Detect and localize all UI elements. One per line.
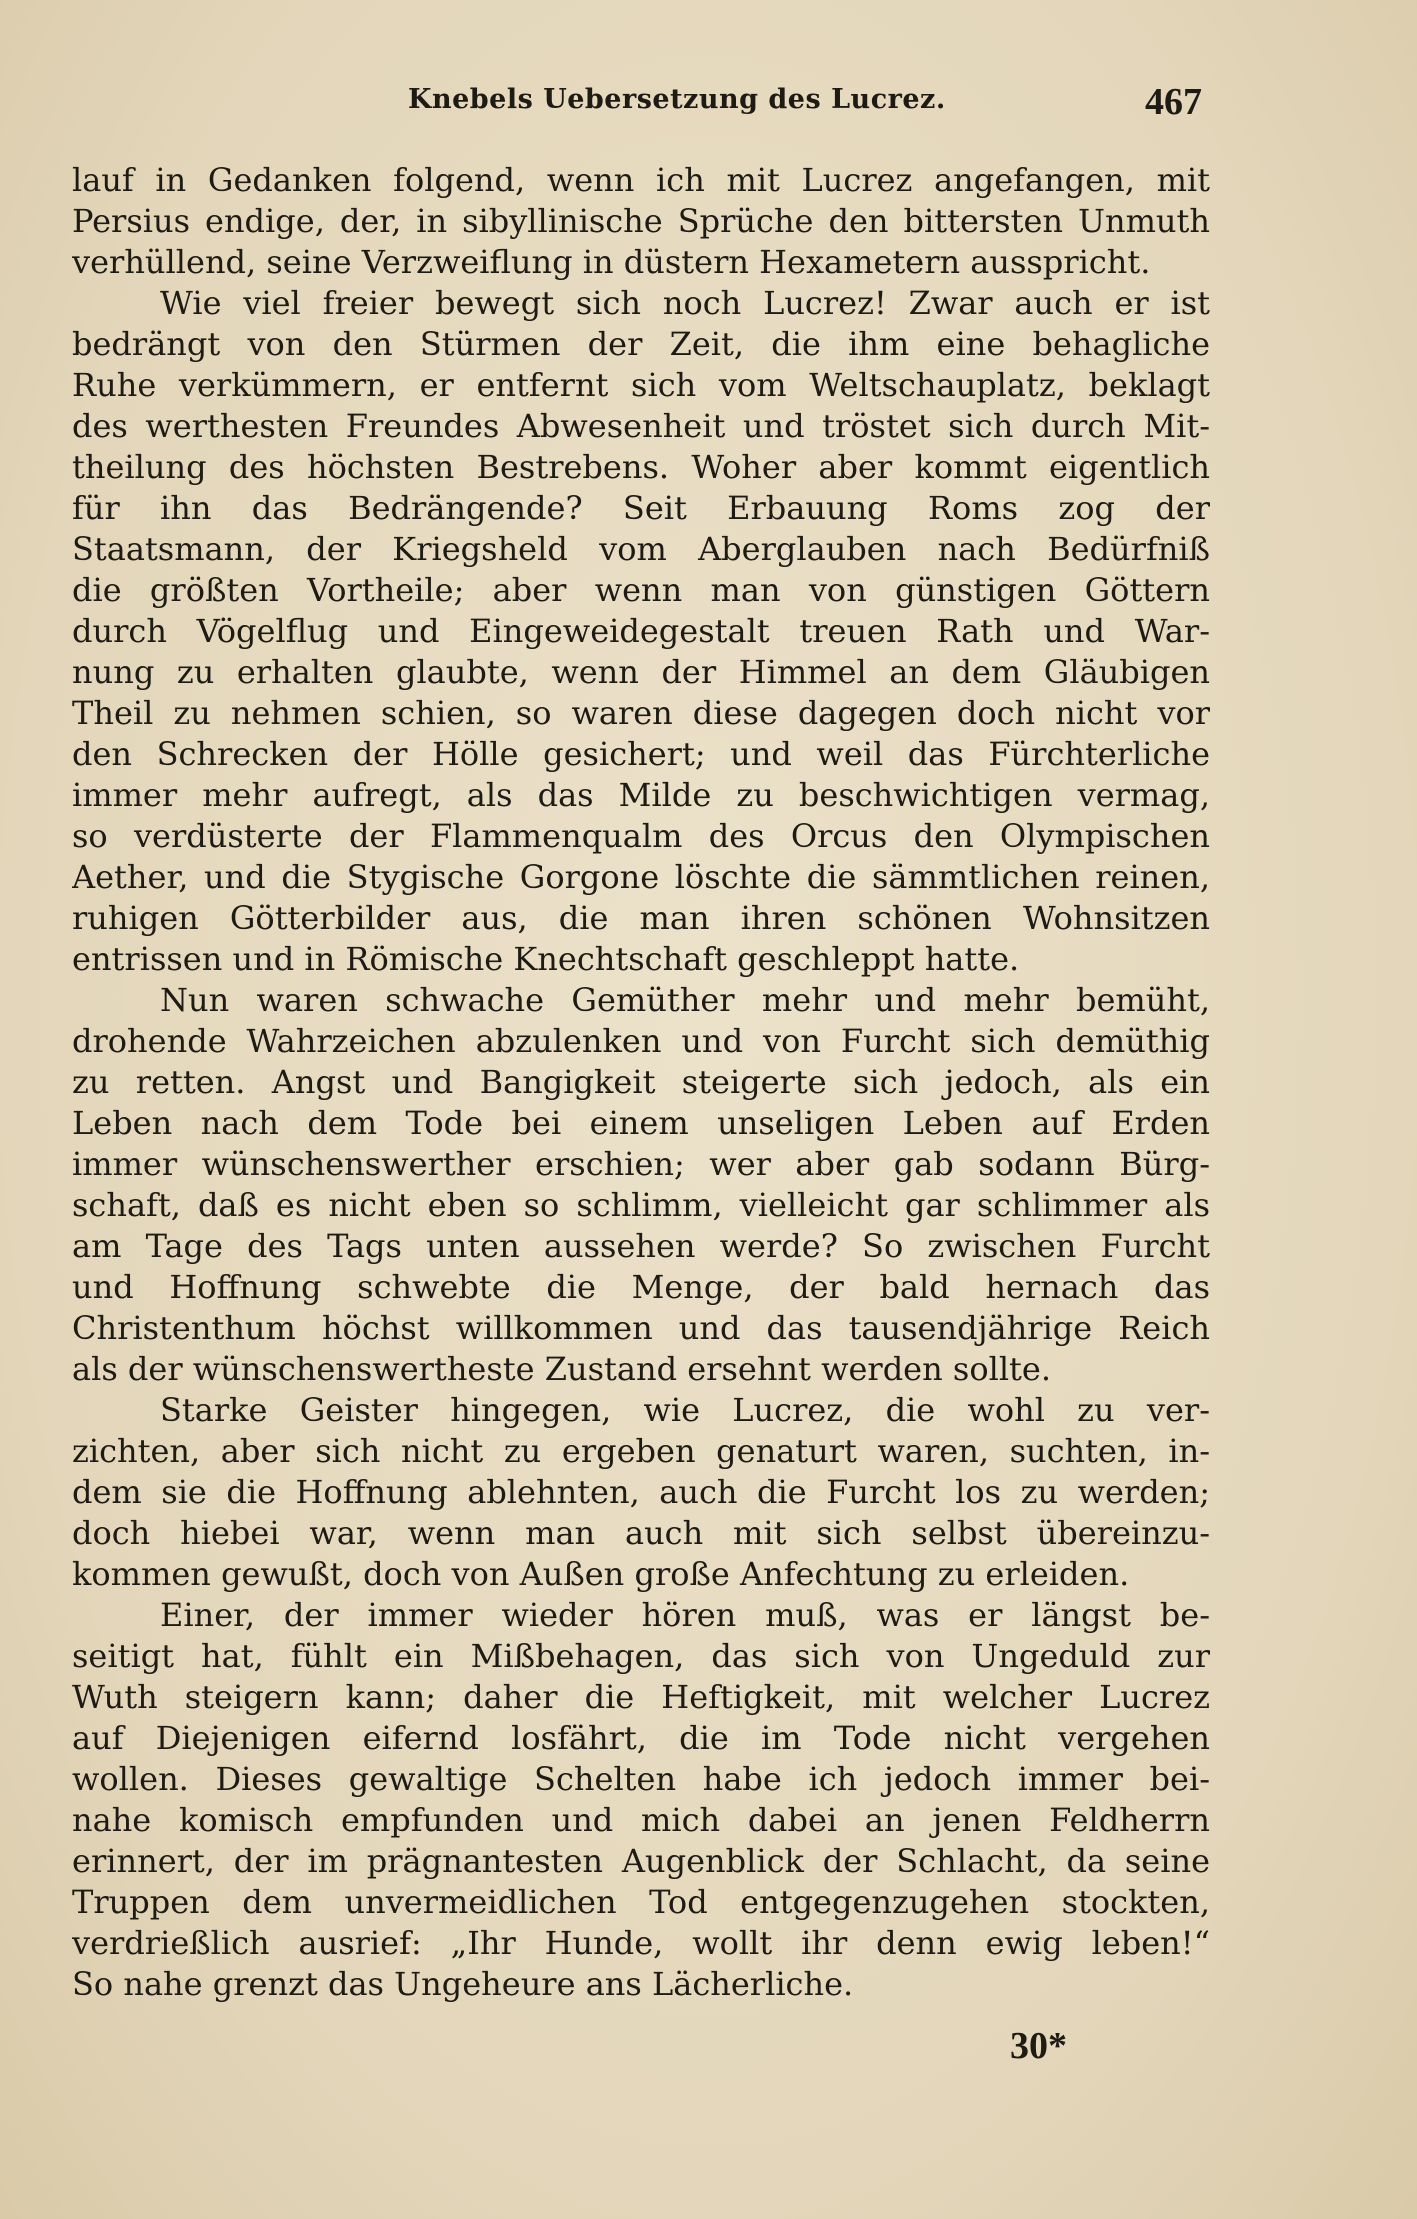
paragraph-start-line: Einer, der immer wieder hören muß, was er längst be- — [160, 1596, 1210, 1634]
text-line: nahe komisch empfunden und mich dabei an jenen Feldherrn — [72, 1801, 1210, 1839]
text-line: lauf in Gedanken folgend, wenn ich mit Lucrez angefangen, mit — [72, 161, 1210, 199]
text-line: als der wünschenswertheste Zustand ersehnt werden sollte. — [72, 1350, 1052, 1388]
text-line: am Tage des Tags unten aussehen werde? So zwischen Furcht — [72, 1227, 1210, 1265]
text-line: Staatsmann, der Kriegsheld vom Aberglauben nach Bedürfniß — [72, 530, 1210, 568]
text-line: ruhigen Götterbilder aus, die man ihren schönen Wohnsitzen — [72, 899, 1210, 937]
text-line: kommen gewußt, doch von Außen große Anfechtung zu erleiden. — [72, 1555, 1130, 1593]
paragraph-start-line: Wie viel freier bewegt sich noch Lucrez! Zwar auch er ist — [160, 284, 1210, 322]
text-line: drohende Wahrzeichen abzulenken und von Furcht sich demüthig — [72, 1022, 1210, 1060]
text-line: dem sie die Hoffnung ablehnten, auch die Furcht los zu werden; — [72, 1473, 1210, 1511]
text-line: nung zu erhalten glaubte, wenn der Himmel an dem Gläubigen — [72, 653, 1210, 691]
text-line: bedrängt von den Stürmen der Zeit, die ihm eine behagliche — [72, 325, 1210, 363]
text-line: des werthesten Freundes Abwesenheit und tröstet sich durch Mit- — [72, 407, 1210, 445]
paragraph-start-line: Starke Geister hingegen, wie Lucrez, die wohl zu ver- — [160, 1391, 1210, 1429]
text-line: durch Vögelflug und Eingeweidegestalt treuen Rath und War- — [72, 612, 1210, 650]
text-line: verdrießlich ausrief: „Ihr Hunde, wollt ihr denn ewig leben!“ — [72, 1924, 1210, 1962]
text-line: Persius endige, der, in sibyllinische Sprüche den bittersten Unmuth — [72, 202, 1210, 240]
paragraph-start-line: Nun waren schwache Gemüther mehr und mehr bemüht, — [160, 981, 1210, 1019]
text-line: schaft, daß es nicht eben so schlimm, vielleicht gar schlimmer als — [72, 1186, 1210, 1224]
text-line: theilung des höchsten Bestrebens. Woher aber kommt eigentlich — [72, 448, 1210, 486]
text-line: die größten Vortheile; aber wenn man von günstigen Göttern — [72, 571, 1210, 609]
signature-mark: 30* — [1010, 2025, 1067, 2067]
text-line: immer wünschenswerther erschien; wer aber gab sodann Bürg- — [72, 1145, 1210, 1183]
text-line: entrissen und in Römische Knechtschaft geschleppt hatte. — [72, 940, 1020, 978]
text-line: Wuth steigern kann; daher die Heftigkeit, mit welcher Lucrez — [72, 1678, 1210, 1716]
text-line: Ruhe verkümmern, er entfernt sich vom Weltschauplatz, beklagt — [72, 366, 1210, 404]
text-line: auf Diejenigen eifernd losfährt, die im Tode nicht vergehen — [72, 1719, 1210, 1757]
text-line: zu retten. Angst und Bangigkeit steigerte sich jedoch, als ein — [72, 1063, 1210, 1101]
text-line: so verdüsterte der Flammenqualm des Orcus den Olympischen — [72, 817, 1210, 855]
text-line: und Hoffnung schwebte die Menge, der bald hernach das — [72, 1268, 1210, 1306]
text-line: Christenthum höchst willkommen und das tausendjährige Reich — [72, 1309, 1210, 1347]
text-line: Theil zu nehmen schien, so waren diese dagegen doch nicht vor — [72, 694, 1210, 732]
running-title: Knebels Uebersetzung des Lucrez. — [408, 84, 946, 115]
text-line: Leben nach dem Tode bei einem unseligen Leben auf Erden — [72, 1104, 1210, 1142]
text-line: So nahe grenzt das Ungeheure ans Lächerliche. — [72, 1965, 854, 2003]
text-line: immer mehr aufregt, als das Milde zu beschwichtigen vermag, — [72, 776, 1210, 814]
text-line: den Schrecken der Hölle gesichert; und weil das Fürchterliche — [72, 735, 1210, 773]
text-line: Truppen dem unvermeidlichen Tod entgegenzugehen stockten, — [72, 1883, 1210, 1921]
body-text — [72, 160, 1210, 2005]
text-line: wollen. Dieses gewaltige Schelten habe ich jedoch immer bei- — [72, 1760, 1210, 1798]
page-number: 467 — [1145, 81, 1202, 123]
text-line: Aether, und die Stygische Gorgone löschte die sämmtlichen reinen, — [72, 858, 1210, 896]
text-line: für ihn das Bedrängende? Seit Erbauung Roms zog der — [72, 489, 1210, 527]
text-line: zichten, aber sich nicht zu ergeben genaturt waren, suchten, in- — [72, 1432, 1210, 1470]
text-line: seitigt hat, fühlt ein Mißbehagen, das sich von Ungeduld zur — [72, 1637, 1210, 1675]
text-line: doch hiebei war, wenn man auch mit sich selbst übereinzu- — [72, 1514, 1210, 1552]
running-head — [0, 81, 1417, 134]
text-line: verhüllend, seine Verzweiflung in düstern Hexametern ausspricht. — [72, 243, 1151, 281]
text-line: erinnert, der im prägnantesten Augenblick der Schlacht, da seine — [72, 1842, 1210, 1880]
